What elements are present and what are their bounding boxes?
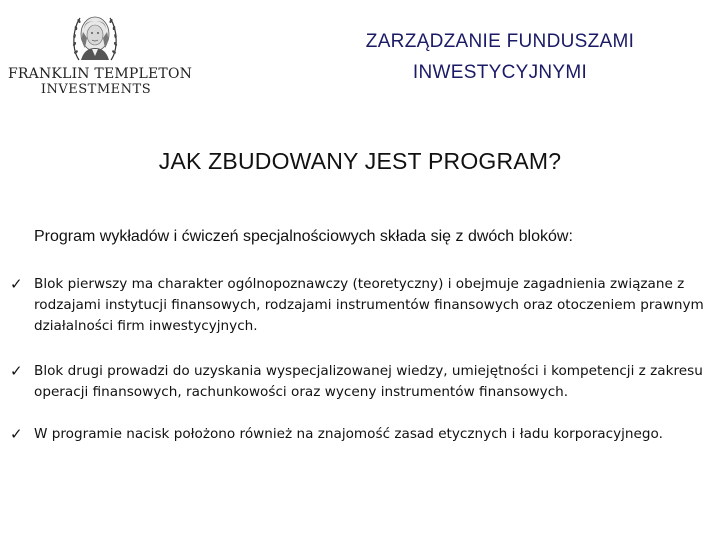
list-item-text: Blok pierwszy ma charakter ogólnopoznawczy (teoretyczny) i obejmuje zagadnienia związane z rodzajami instytucji finansowych, rodzajami instrumentów finansowych oraz otoczeniem prawnym działalności firm inwestycyjnych. bbox=[34, 276, 704, 334]
list-item bbox=[10, 361, 710, 403]
checkmark-icon: ✓ bbox=[10, 275, 23, 293]
header-title bbox=[330, 26, 670, 88]
list-item-text: Blok drugi prowadzi do uzyskania wyspecjalizowanej wiedzy, umiejętności i kompetencji z zakresu operacji finansowych, rachunkowości oraz wyceny instrumentów finansowych. bbox=[34, 363, 703, 400]
franklin-portrait-medallion-icon bbox=[70, 8, 120, 68]
franklin-templeton-logo bbox=[8, 8, 193, 98]
checkmark-icon: ✓ bbox=[10, 425, 23, 443]
list-item-text: W programie nacisk położono również na znajomość zasad etycznych i ładu korporacyjnego. bbox=[34, 426, 663, 442]
page-title: JAK ZBUDOWANY JEST PROGRAM? bbox=[158, 148, 562, 174]
logo-wordmark-line2: INVESTMENTS bbox=[40, 82, 152, 97]
intro-text: Program wykładów i ćwiczeń specjalnościowych składa się z dwóch bloków: bbox=[34, 228, 573, 245]
logo-wordmark-line1: FRANKLIN TEMPLETON bbox=[8, 66, 193, 82]
list-item bbox=[10, 274, 710, 337]
header-title-line1: ZARZĄDZANIE FUNDUSZAMI bbox=[365, 31, 635, 52]
header-title-line2: INWESTYCYJNYMI bbox=[412, 62, 588, 83]
list-item bbox=[10, 424, 710, 445]
checkmark-icon: ✓ bbox=[10, 362, 23, 380]
